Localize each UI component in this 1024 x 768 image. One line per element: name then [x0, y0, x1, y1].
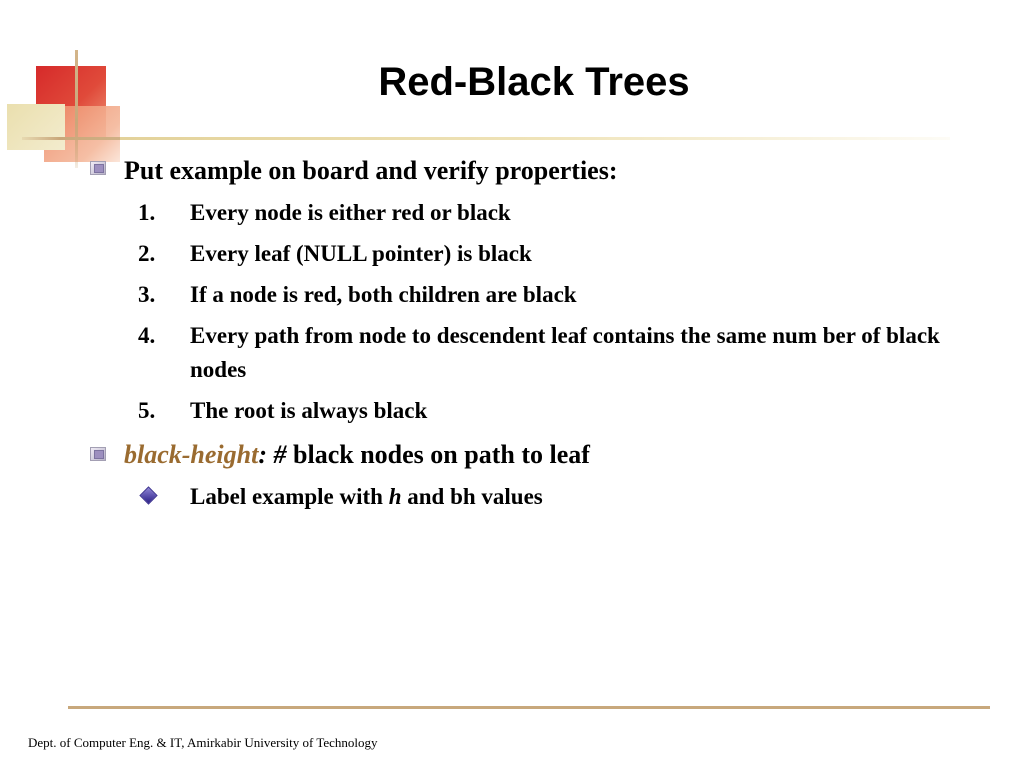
diamond-bullet-icon [139, 486, 157, 504]
ornament-tan-square [7, 104, 65, 150]
property-text: The root is always black [190, 398, 428, 423]
property-number: 2. [138, 241, 156, 266]
ornament-vertical-line [75, 50, 78, 168]
property-text: Every path from node to descendent leaf contains the same num ber of black nodes [190, 323, 940, 382]
property-text: Every node is either red or black [190, 200, 511, 225]
property-number: 5. [138, 398, 156, 423]
property-number: 3. [138, 282, 156, 307]
black-height-definition: black nodes on path to leaf [286, 440, 590, 469]
corner-ornament [0, 0, 130, 170]
title-rule [120, 137, 950, 140]
footer-rule [68, 706, 990, 709]
bullet-put-example: Put example on board and verify properties: [124, 156, 618, 185]
property-text: Every leaf (NULL pointer) is black [190, 241, 532, 266]
black-height-term: black-height [124, 440, 259, 469]
property-number: 1. [138, 200, 156, 225]
bullet-black-height [124, 439, 590, 471]
square-bullet-icon [90, 447, 106, 461]
slide-title: Red-Black Trees [378, 60, 690, 104]
footer-text: Dept. of Computer Eng. & IT, Amirkabir University of Technology [28, 735, 378, 750]
sub-bullet-italic-h: h [388, 484, 402, 509]
sub-bullet-text-before: Label example with [190, 484, 389, 509]
black-height-colon: : # [258, 440, 287, 469]
square-bullet-icon [90, 161, 106, 175]
property-text: If a node is red, both children are black [190, 282, 577, 307]
property-number: 4. [138, 323, 156, 348]
sub-bullet-label-example [190, 482, 543, 512]
sub-bullet-text-after: and bh values [401, 484, 543, 509]
